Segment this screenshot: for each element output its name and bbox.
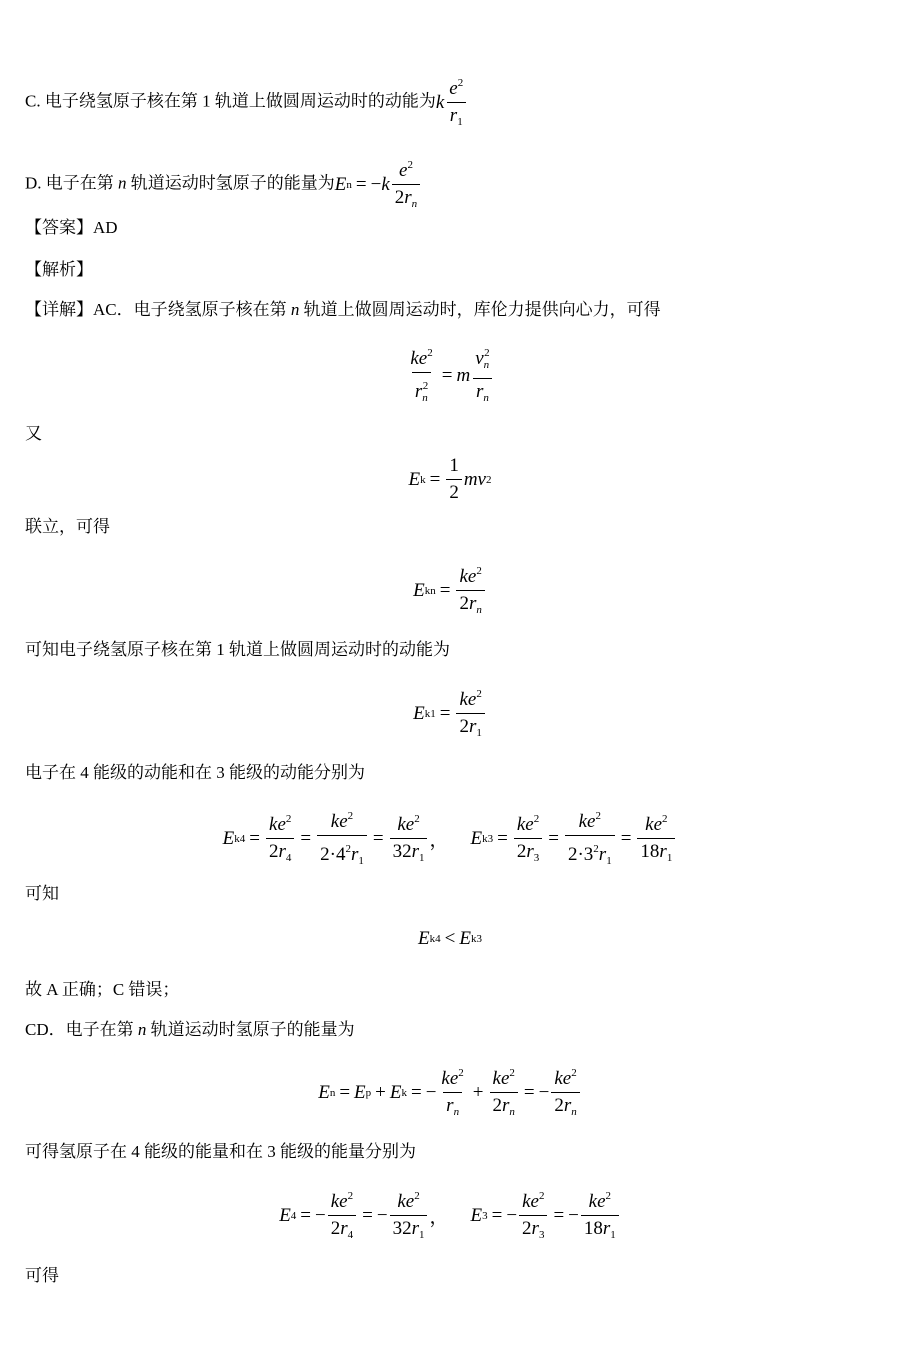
analysis-heading: 【解析】 (25, 260, 93, 279)
equation-ek4-ek3: E k4 = $\frac{ke^2}{2r_4}$ = $\frac{ke^2}{2\cdot 4^2r_1}$ = $\frac{ke^2}{32r_1}$ ， E k3 = $\frac{ke^2}{2r_3}$ = $\frac{ke^2}{2\cdot 3^2r_1}$ = $\frac{ke^2}{18r_1}$ (0, 805, 900, 872)
option-c-text: C. 电子绕氢原子核在第 1 轨道上做圆周运动时的动能为 (25, 91, 436, 111)
conclusion-ac: 故 A 正确；C 错误； (25, 980, 180, 999)
detail-n: n (290, 300, 300, 319)
option-c (25, 72, 468, 133)
e43-text: 可得氢原子在 4 能级的能量和在 3 能级的能量分别为 (25, 1142, 416, 1161)
equation-e4-e3: E 4 = − $\frac{ke^2}{2r_4}$ = − $\frac{ke^2}{32r_1}$ ， E 3 = − $\frac{ke^2}{2r_3}$ = − $\frac{ke^2}{18r_1}$ (0, 1185, 900, 1246)
kezhi2-text: 可知 (25, 884, 59, 903)
option-d (25, 154, 422, 215)
equation-coulomb: $\frac{ke^2}{r_n^2}$ = m $\frac{v_n^2}{r_n}$ (0, 342, 900, 409)
option-d-text-b: 轨道运动时氢原子的能量为 (126, 173, 335, 193)
equation-ek1: E k1 = $\frac{ke^2}{2r_1}$ (0, 683, 900, 744)
option-c-formula: k $\frac{e^2}{r_1}$ (436, 72, 468, 133)
answer: 【答案】AD (25, 218, 118, 237)
option-d-n: n (118, 173, 127, 193)
detail-intro (25, 298, 661, 322)
kede-text: 可得 (25, 1266, 59, 1285)
cd-text-b: 轨道运动时氢原子的能量为 (146, 1020, 355, 1039)
equation-ekn: E kn = $\frac{ke^2}{2r_n}$ (0, 560, 900, 621)
detail-text-b: 轨道上做圆周运动时，库伦力提供向心力，可得 (299, 300, 661, 319)
equation-compare: E k4 < E k3 (418, 928, 482, 949)
cd-n: n (137, 1020, 147, 1039)
equation-kinetic: E k = $\frac{1}{2}$ mv 2 (408, 455, 492, 503)
option-d-text-a: D. 电子在第 (25, 173, 119, 193)
ek43-text: 电子在 4 能级的动能和在 3 能级的动能分别为 (25, 763, 365, 782)
cd-text-a: CD．电子在第 (25, 1020, 138, 1039)
equation-energy-n: E n = E p + E k = − $\frac{ke^2}{r_n}$ + $\frac{ke^2}{2r_n}$ = − $\frac{ke^2}{2r_n}$ (0, 1062, 900, 1123)
you-text: 又 (25, 424, 42, 443)
kezhi1-text: 可知电子绕氢原子核在第 1 轨道上做圆周运动时的动能为 (25, 640, 450, 659)
option-d-formula: E n = − k $\frac{e^2}{2r_n}$ (335, 154, 422, 215)
cd-intro (25, 1018, 355, 1042)
lianli-text: 联立，可得 (25, 517, 110, 536)
detail-text-a: 【详解】AC．电子绕氢原子核在第 (25, 300, 291, 319)
